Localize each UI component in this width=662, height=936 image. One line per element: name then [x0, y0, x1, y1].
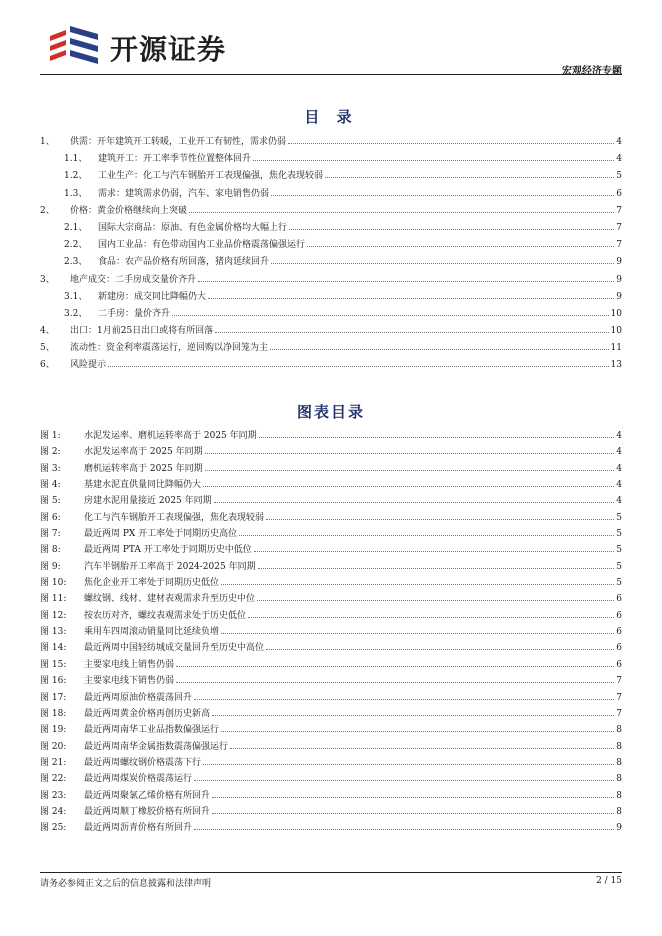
toc-entry-section[interactable]: [40, 151, 622, 168]
entry-page: 5: [616, 171, 622, 182]
chart-toc-entry[interactable]: [40, 444, 622, 460]
entry-number: 图 8:: [40, 545, 61, 556]
chart-toc-entry[interactable]: [40, 608, 622, 624]
entry-text: 最近两周 PX 开工率处于同期历史高位: [84, 529, 238, 540]
entry-number: 图 1:: [40, 431, 61, 441]
chart-toc-entry[interactable]: [40, 526, 622, 542]
entry-number: 6、: [40, 360, 55, 371]
entry-page: 5: [616, 545, 622, 556]
chart-toc-entry[interactable]: [40, 771, 622, 787]
chart-toc-entry[interactable]: [40, 591, 622, 607]
entry-page: 4: [616, 431, 622, 441]
entry-page: 6: [616, 659, 622, 670]
dot-leader: [212, 797, 614, 798]
toc-entry-chapter[interactable]: [40, 340, 622, 357]
entry-number: 3.2、: [64, 308, 88, 319]
dot-leader: [212, 813, 614, 814]
chart-toc-entry[interactable]: [40, 542, 622, 558]
entry-text: 价格：黄金价格继续向上突破: [70, 205, 188, 216]
entry-number: 1.2、: [64, 171, 88, 182]
entry-number: 4、: [40, 326, 55, 337]
dot-leader: [270, 349, 609, 350]
entry-page: 6: [616, 188, 622, 199]
chart-table-of-contents: [40, 428, 622, 837]
footer-divider: [40, 872, 622, 873]
entry-page: 8: [616, 757, 622, 768]
chart-toc-entry[interactable]: [40, 739, 622, 755]
entry-page: 6: [616, 594, 622, 605]
page-indicator: 2 / 15: [596, 876, 622, 886]
entry-number: 2.3、: [64, 257, 88, 268]
entry-page: 8: [616, 725, 622, 736]
chart-toc-entry[interactable]: [40, 755, 622, 771]
entry-number: 图 13:: [40, 627, 67, 638]
entry-text: 出口：1月前25日出口或将有所回落: [70, 326, 214, 337]
entry-text: 水泥发运率、磨机运转率高于 2025 年同期: [84, 431, 257, 441]
entry-text: 按农历对齐，螺纹表观需求处于历史低位: [84, 610, 247, 621]
entry-number: 图 14:: [40, 643, 67, 654]
entry-number: 图 4:: [40, 480, 61, 491]
entry-page: 9: [616, 823, 622, 834]
dot-leader: [215, 332, 608, 333]
chart-toc-entry[interactable]: [40, 706, 622, 722]
toc-entry-section[interactable]: [40, 168, 622, 185]
entry-text: 最近两周沥青价格有所回升: [84, 823, 193, 834]
dot-leader: [266, 519, 614, 520]
entry-text: 国内工业品：有色带动国内工业品价格震荡偏强运行: [98, 240, 306, 251]
table-of-contents: [40, 134, 622, 375]
entry-text: 螺纹钢、线材、建材表观需求升至历史中位: [84, 594, 256, 605]
toc-title: 目 录: [304, 108, 358, 126]
dot-leader: [212, 715, 614, 716]
entry-number: 3.1、: [64, 291, 88, 302]
entry-page: 8: [616, 774, 622, 785]
entry-number: 5、: [40, 343, 55, 354]
entry-text: 最近两周原油价格震荡回升: [84, 692, 193, 703]
entry-text: 房建水泥用量接近 2025 年同期: [84, 496, 212, 507]
chart-toc-entry[interactable]: [40, 624, 622, 640]
entry-number: 图 22:: [40, 774, 67, 785]
entry-text: 主要家电线上销售仍弱: [84, 659, 175, 670]
entry-text: 最近两周黄金价格再创历史新高: [84, 708, 211, 719]
entry-number: 图 24:: [40, 806, 67, 817]
entry-page: 4: [616, 496, 622, 507]
dot-leader: [253, 160, 614, 161]
entry-number: 图 17:: [40, 692, 67, 703]
toc-entry-section[interactable]: [40, 289, 622, 306]
chart-toc-entry[interactable]: [40, 510, 622, 526]
toc-entry-section[interactable]: [40, 237, 622, 254]
dot-leader: [254, 551, 614, 552]
entry-text: 焦化企业开工率处于同期历史低位: [84, 578, 220, 589]
entry-number: 图 20:: [40, 741, 67, 752]
entry-text: 最近两周顺丁橡胶价格有所回升: [84, 806, 211, 817]
entry-number: 图 15:: [40, 659, 67, 670]
entry-number: 2.1、: [64, 222, 88, 233]
chart-toc-entry[interactable]: [40, 575, 622, 591]
entry-page: 6: [616, 610, 622, 621]
entry-number: 图 19:: [40, 725, 67, 736]
toc-entry-chapter[interactable]: [40, 272, 622, 289]
entry-page: 5: [616, 529, 622, 540]
entry-page: 8: [616, 790, 622, 801]
entry-text: 风险提示: [70, 360, 107, 371]
toc-entry-chapter[interactable]: [40, 134, 622, 151]
dot-leader: [257, 600, 614, 601]
entry-text: 磨机运转率高于 2025 年同期: [84, 463, 203, 474]
entry-page: 13: [610, 360, 622, 371]
entry-number: 图 11:: [40, 594, 67, 605]
toc-entry-chapter[interactable]: [40, 357, 622, 374]
dot-leader: [194, 780, 614, 781]
entry-text: 最近两周南华金属指数震荡偏强运行: [84, 741, 229, 752]
entry-number: 1.3、: [64, 188, 88, 199]
entry-page: 8: [616, 806, 622, 817]
entry-number: 图 7:: [40, 529, 61, 540]
entry-page: 5: [616, 512, 622, 523]
dot-leader: [221, 731, 614, 732]
dot-leader: [266, 649, 614, 650]
entry-page: 5: [616, 578, 622, 589]
entry-number: 图 6:: [40, 512, 61, 523]
dot-leader: [198, 281, 614, 282]
dot-leader: [108, 366, 609, 367]
dot-leader: [325, 177, 614, 178]
chart-toc-entry[interactable]: [40, 820, 622, 836]
entry-page: 4: [616, 447, 622, 458]
entry-number: 2、: [40, 205, 55, 216]
entry-number: 图 10:: [40, 578, 67, 589]
entry-page: 4: [616, 463, 622, 474]
entry-text: 流动性：资金利率震荡运行，逆回购以净回笼为主: [70, 343, 269, 354]
entry-page: 7: [616, 708, 622, 719]
entry-text: 国际大宗商品：原油、有色金属价格均大幅上行: [98, 222, 288, 233]
chart-toc-entry[interactable]: [40, 640, 622, 656]
entry-page: 8: [616, 741, 622, 752]
footer-disclaimer: 请务必参阅正文之后的信息披露和法律声明: [40, 879, 212, 889]
entry-text: 最近两周聚氯乙烯价格有所回升: [84, 790, 211, 801]
entry-page: 9: [616, 274, 622, 285]
chart-toc-entry[interactable]: [40, 559, 622, 575]
entry-text: 地产成交：二手房成交量价齐升: [70, 274, 197, 285]
entry-page: 11: [610, 343, 622, 354]
entry-page: 7: [616, 222, 622, 233]
entry-text: 汽车半钢胎开工率高于 2024-2025 年同期: [84, 561, 256, 572]
dot-leader: [189, 212, 614, 213]
entry-number: 2.2、: [64, 240, 88, 251]
dot-leader: [221, 584, 614, 585]
entry-text: 需求：建筑需求仍弱，汽车、家电销售仍弱: [98, 188, 270, 199]
entry-text: 工业生产：化工与汽车钢胎开工表现偏强，焦化表现较弱: [98, 171, 324, 182]
entry-text: 二手房：量价齐升: [98, 308, 171, 319]
chart-toc-entry[interactable]: [40, 788, 622, 804]
entry-text: 基建水泥直供量同比降幅仍大: [84, 480, 202, 491]
toc-entry-section[interactable]: [40, 186, 622, 203]
entry-number: 图 12:: [40, 610, 67, 621]
entry-text: 乘用车四周滚动销量同比延续负增: [84, 627, 220, 638]
chart-toc-entry[interactable]: [40, 804, 622, 820]
chart-toc-entry[interactable]: [40, 477, 622, 493]
entry-number: 图 9:: [40, 561, 61, 572]
entry-number: 图 23:: [40, 790, 67, 801]
dot-leader: [208, 298, 614, 299]
chart-toc-title: 图表目录: [296, 403, 365, 421]
chart-toc-entry[interactable]: [40, 428, 622, 444]
entry-number: 1、: [40, 137, 55, 147]
entry-text: 最近两周中国轻纺城成交量回升至历史中高位: [84, 643, 265, 654]
entry-text: 主要家电线下销售仍弱: [84, 676, 175, 687]
entry-page: 4: [616, 480, 622, 491]
entry-page: 7: [616, 676, 622, 687]
entry-page: 9: [616, 257, 622, 268]
chart-toc-entry[interactable]: [40, 673, 622, 689]
dot-leader: [271, 263, 614, 264]
dot-leader: [203, 486, 614, 487]
toc-entry-section[interactable]: [40, 306, 622, 323]
toc-entry-chapter[interactable]: [40, 203, 622, 220]
entry-text: 水泥发运率高于 2025 年同期: [84, 447, 203, 458]
dot-leader: [239, 535, 614, 536]
entry-page: 7: [616, 692, 622, 703]
page-header: [40, 18, 622, 77]
dot-leader: [205, 470, 615, 471]
entry-number: 图 25:: [40, 823, 67, 834]
entry-text: 新建房：成交同比降幅仍大: [98, 291, 207, 302]
entry-text: 最近两周煤炭价格震荡运行: [84, 774, 193, 785]
dot-leader: [176, 666, 614, 667]
dot-leader: [271, 195, 614, 196]
entry-number: 图 21:: [40, 757, 67, 768]
chart-toc-entry[interactable]: [40, 493, 622, 509]
dot-leader: [230, 748, 614, 749]
chart-toc-entry[interactable]: [40, 657, 622, 673]
entry-page: 6: [616, 627, 622, 638]
dot-leader: [194, 829, 614, 830]
entry-page: 7: [616, 240, 622, 251]
entry-number: 图 18:: [40, 708, 67, 719]
dot-leader: [205, 453, 615, 454]
entry-page: 6: [616, 643, 622, 654]
brand-name: 开源证券: [110, 33, 227, 66]
dot-leader: [258, 568, 615, 569]
dot-leader: [176, 682, 614, 683]
entry-text: 建筑开工：开工率季节性位置整体回升: [98, 154, 252, 165]
toc-entry-section[interactable]: [40, 220, 622, 237]
entry-text: 化工与汽车钢胎开工表现偏强，焦化表现较弱: [84, 512, 265, 523]
dot-leader: [194, 699, 614, 700]
entry-text: 最近两周螺纹钢价格震荡下行: [84, 757, 202, 768]
header-divider: [40, 74, 622, 75]
entry-number: 图 2:: [40, 447, 61, 458]
toc-entry-section[interactable]: [40, 254, 622, 271]
entry-number: 1.1、: [64, 154, 88, 165]
entry-page: 4: [616, 137, 622, 147]
dot-leader: [288, 143, 614, 144]
dot-leader: [248, 617, 614, 618]
entry-page: 7: [616, 205, 622, 216]
entry-number: 图 16:: [40, 676, 67, 687]
entry-page: 5: [616, 561, 622, 572]
entry-number: 图 3:: [40, 463, 61, 474]
dot-leader: [307, 246, 614, 247]
chart-toc-entry[interactable]: [40, 461, 622, 477]
kaiyuan-logo-icon: [48, 22, 102, 66]
entry-text: 食品：农产品价格有所回落，猪肉延续回升: [98, 257, 270, 268]
document-type: 宏观经济专题: [562, 66, 622, 77]
entry-number: 图 5:: [40, 496, 61, 507]
toc-entry-chapter[interactable]: [40, 323, 622, 340]
entry-page: 10: [610, 326, 622, 337]
entry-text: 最近两周 PTA 开工率处于同期历史中低位: [84, 545, 252, 556]
entry-page: 4: [616, 154, 622, 165]
entry-page: 9: [616, 291, 622, 302]
entry-text: 供需：开年建筑开工转暖，工业开工有韧性，需求仍弱: [70, 137, 287, 147]
dot-leader: [203, 764, 614, 765]
dot-leader: [221, 633, 614, 634]
entry-number: 3、: [40, 274, 55, 285]
entry-text: 最近两周南华工业品指数偏强运行: [84, 725, 220, 736]
dot-leader: [289, 229, 614, 230]
dot-leader: [214, 502, 615, 503]
chart-toc-entry[interactable]: [40, 690, 622, 706]
dot-leader: [172, 315, 609, 316]
entry-page: 10: [610, 308, 622, 319]
chart-toc-entry[interactable]: [40, 722, 622, 738]
dot-leader: [259, 437, 615, 438]
